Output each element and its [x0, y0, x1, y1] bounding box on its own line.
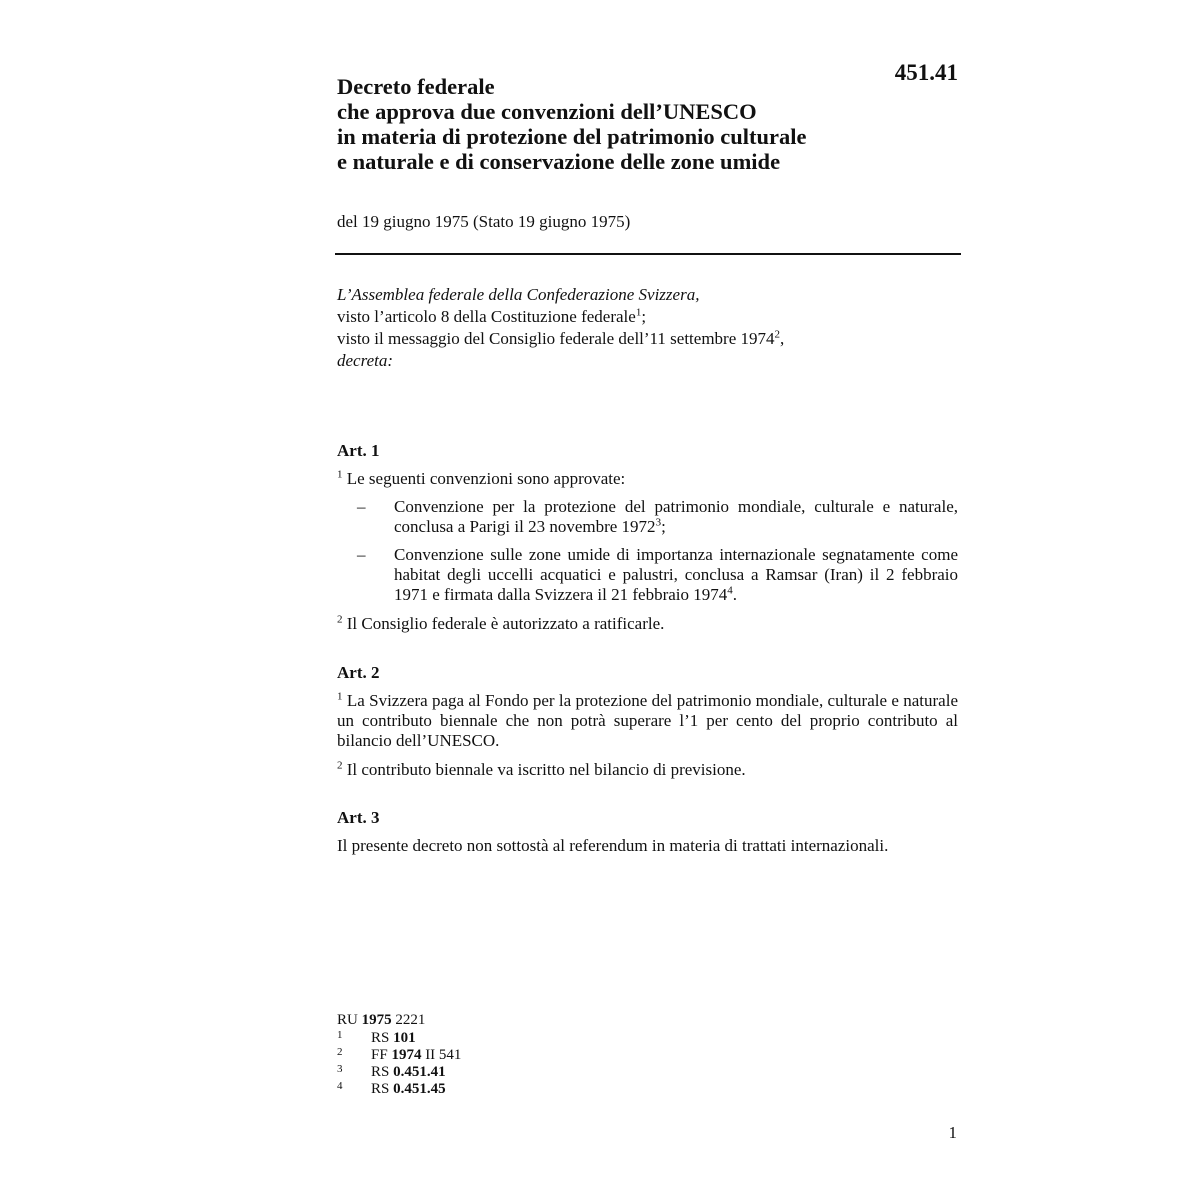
art-2-title: Art. 2 — [337, 663, 380, 682]
footnote-2-prefix: FF — [371, 1047, 392, 1063]
dash-bullet: – — [357, 497, 366, 516]
ru-year: 1975 — [361, 1012, 392, 1028]
footnote-1 — [337, 1030, 737, 1047]
art-1-paragraph-2 — [337, 614, 958, 634]
item-1-end: ; — [661, 517, 666, 536]
footnote-ref-1[interactable]: 1 — [635, 306, 642, 319]
art-1-paragraph-1 — [337, 469, 958, 489]
date-line: del 19 giugno 1975 (Stato 19 giugno 1975) — [337, 212, 631, 231]
footnote-4-prefix: RS — [371, 1081, 394, 1097]
footnotes — [337, 1010, 737, 1098]
title-line-2: che approva due convenzioni dell’UNESCO — [337, 99, 757, 124]
title-line-4: e naturale e di conservazione delle zone umide — [337, 149, 781, 174]
page-number: 1 — [948, 1123, 957, 1142]
art-1-para-1-text: Le seguenti convenzioni sono approvate: — [342, 469, 626, 488]
footnote-4-text[interactable] — [371, 1081, 446, 1098]
footnote-4-bold: 0.451.45 — [393, 1081, 446, 1097]
footnote-4-number: 4 — [337, 1080, 343, 1092]
footnote-2 — [337, 1047, 737, 1064]
preamble-assembly: L’Assemblea federale della Confederazione Svizzera, — [337, 285, 700, 304]
art-3-title: Art. 3 — [337, 808, 380, 827]
footnote-3-bold: 0.451.41 — [393, 1064, 446, 1080]
title-divider — [335, 253, 961, 255]
art-2-paragraph-2 — [337, 760, 958, 780]
item-2-end: . — [732, 585, 738, 604]
preamble-visto-message — [337, 328, 962, 350]
title-line-1: Decreto federale — [337, 74, 495, 99]
footnote-3 — [337, 1064, 737, 1081]
art-3-paragraph: Il presente decreto non sottostà al referendum in materia di trattati internazionali. — [337, 836, 889, 855]
visto-message-text: visto il messaggio del Consiglio federale dell’11 settembre 1974 — [337, 329, 775, 348]
item-1-body: Convenzione per la protezione del patrimonio mondiale, culturale e naturale, conclusa a Parigi il 23 novembre 1972 — [394, 497, 958, 536]
preamble-decreta: decreta: — [337, 351, 394, 370]
document-title — [337, 74, 897, 174]
footnote-1-bold: 101 — [393, 1030, 416, 1046]
footnote-4 — [337, 1081, 737, 1098]
title-line-3: in materia di protezione del patrimonio culturale — [337, 124, 807, 149]
preamble-visto-constitution — [337, 306, 962, 328]
ru-reference — [337, 1010, 737, 1030]
art-1-item-2-text — [394, 545, 958, 605]
visto-constitution-end: ; — [641, 307, 647, 326]
visto-constitution-text: visto l’articolo 8 della Costituzione federale — [337, 307, 636, 326]
dash-bullet: – — [357, 545, 366, 564]
art-2-para-1-number: 1 — [337, 690, 343, 703]
ru-prefix: RU — [337, 1012, 362, 1028]
footnote-3-number: 3 — [337, 1063, 343, 1075]
art-2-para-2-text: Il contributo biennale va iscritto nel bilancio di previsione. — [342, 760, 746, 779]
art-2-para-1-text: La Svizzera paga al Fondo per la protezione del patrimonio mondiale, culturale e naturale un contributo biennale che non potrà superare l’1 per cento del proprio contributo al bilancio dell’UNESCO. — [337, 691, 958, 750]
visto-message-end: , — [780, 329, 785, 348]
footnote-2-text[interactable] — [371, 1047, 461, 1064]
item-2-body: Convenzione sulle zone umide di importanza internazionale segnatamente come habitat degli uccelli acquatici e palustri, conclusa a Ramsar (Iran) il 2 febbraio 1971 e firmata dalla Svizzera il 21 febbraio 1974 — [394, 545, 958, 604]
art-1-title: Art. 1 — [337, 441, 380, 460]
art-1-para-2-text: Il Consiglio federale è autorizzato a ratificarle. — [342, 614, 665, 633]
art-1-para-1-number: 1 — [337, 468, 343, 481]
art-1-item-1-text — [394, 497, 958, 537]
footnote-1-prefix: RS — [371, 1030, 394, 1046]
footnote-1-text[interactable] — [371, 1030, 416, 1047]
art-1-para-2-number: 2 — [337, 613, 343, 626]
footnote-ref-3[interactable]: 3 — [655, 516, 662, 529]
footnote-2-bold: 1974 — [391, 1047, 422, 1063]
footnote-1-number: 1 — [337, 1029, 343, 1041]
footnote-2-number: 2 — [337, 1046, 343, 1058]
art-2-para-2-number: 2 — [337, 759, 343, 772]
footnote-3-text[interactable] — [371, 1064, 446, 1081]
preamble — [337, 284, 962, 372]
ru-page: 2221 — [391, 1012, 426, 1028]
art-2-paragraph-1 — [337, 691, 958, 751]
footnote-3-prefix: RS — [371, 1064, 394, 1080]
footnote-ref-2[interactable]: 2 — [774, 328, 781, 341]
sr-number: 451.41 — [894, 60, 958, 85]
footnote-2-suffix: II 541 — [421, 1047, 462, 1063]
footnote-ref-4[interactable]: 4 — [727, 584, 733, 597]
